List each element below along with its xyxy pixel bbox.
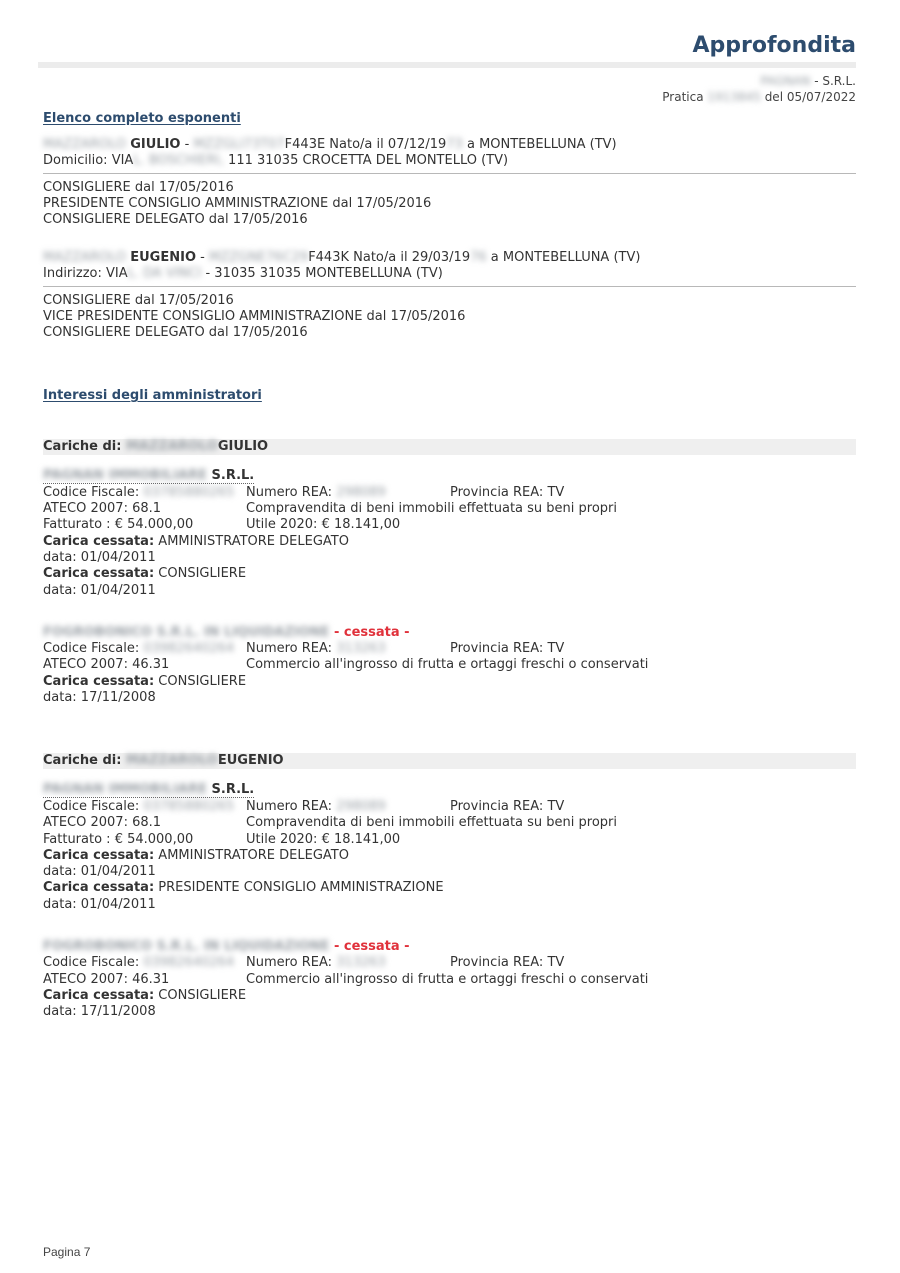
group-first-name: GIULIO xyxy=(217,439,269,454)
company-cf xyxy=(43,485,234,500)
redacted-birth-year: 73 xyxy=(446,137,463,152)
rea-label: Numero REA: xyxy=(246,955,333,970)
charge-role: AMMINISTRATORE DELEGATO xyxy=(158,848,349,863)
pratica-label: Pratica xyxy=(662,90,704,104)
divider xyxy=(43,286,856,287)
charge-label: Carica cessata: xyxy=(43,674,155,689)
company-profit: Utile 2020: € 18.141,00 xyxy=(246,832,401,847)
company-profit: Utile 2020: € 18.141,00 xyxy=(246,517,401,532)
charge-date: data: 01/04/2011 xyxy=(43,864,156,879)
charge-role: CONSIGLIERE xyxy=(158,674,247,689)
charge-line xyxy=(43,988,246,1003)
charge-label: Carica cessata: xyxy=(43,534,155,549)
company-province: Provincia REA: TV xyxy=(450,485,565,500)
person-address xyxy=(43,266,443,281)
charge-date: data: 17/11/2008 xyxy=(43,1004,156,1019)
redacted-company-name: PAGNAN IMMOBILIARE xyxy=(43,782,207,797)
person-header xyxy=(43,137,617,152)
redacted-pratica-number: 1913845 xyxy=(707,90,761,104)
company-ateco-desc: Commercio all'ingrosso di frutta e ortaggi freschi o conservati xyxy=(246,657,649,672)
dash: - xyxy=(200,250,205,265)
redacted-company-name: FOGROBONICO S.R.L. IN LIQUIDAZIONE xyxy=(43,939,330,954)
section-title-exponents: Elenco completo esponenti xyxy=(43,111,241,126)
company-name xyxy=(43,939,410,954)
person-role: CONSIGLIERE DELEGATO dal 17/05/2016 xyxy=(43,212,308,227)
pratica-line xyxy=(662,90,856,104)
divider xyxy=(43,173,856,174)
redacted-birth-year: 76 xyxy=(470,250,487,265)
company-rea xyxy=(246,799,386,814)
rea-label: Numero REA: xyxy=(246,485,333,500)
rea-label: Numero REA: xyxy=(246,641,333,656)
charge-line xyxy=(43,674,246,689)
group-label: Cariche di: xyxy=(43,753,122,768)
tax-code-suffix: F443E Nato/a il 07/12/19 xyxy=(284,137,447,152)
group-header xyxy=(43,753,284,768)
address-label: Domicilio: VIA xyxy=(43,153,134,168)
charge-line xyxy=(43,848,349,863)
ceased-badge: - cessata - xyxy=(333,625,410,640)
redacted-surname: MAZZAROLO xyxy=(125,439,218,454)
charge-label: Carica cessata: xyxy=(43,880,155,895)
redacted-company-name: PAGNAN IMMOBILIARE xyxy=(43,468,207,483)
charge-label: Carica cessata: xyxy=(43,848,155,863)
company-ateco-desc: Compravendita di beni immobili effettuata su beni propri xyxy=(246,815,617,830)
pratica-date: del 05/07/2022 xyxy=(764,90,856,104)
company-ateco-desc: Commercio all'ingrosso di frutta e ortaggi freschi o conservati xyxy=(246,972,649,987)
company-suffix: - S.R.L. xyxy=(814,74,856,88)
birth-place: a MONTEBELLUNA (TV) xyxy=(466,137,617,152)
redacted-tax-code: MZZGLI73T07 xyxy=(193,137,285,152)
company-province: Provincia REA: TV xyxy=(450,799,565,814)
dash: - xyxy=(184,137,190,152)
charge-date: data: 17/11/2008 xyxy=(43,690,156,705)
charge-label: Carica cessata: xyxy=(43,988,155,1003)
company-name xyxy=(43,625,410,640)
company-name-inner xyxy=(43,782,254,798)
company-province: Provincia REA: TV xyxy=(450,955,565,970)
company-ateco: ATECO 2007: 68.1 xyxy=(43,815,162,830)
company-cf xyxy=(43,799,234,814)
cf-label: Codice Fiscale: xyxy=(43,641,140,656)
company-ateco: ATECO 2007: 46.31 xyxy=(43,972,170,987)
company-rea xyxy=(246,641,386,656)
redacted-cf: 03982640264 xyxy=(143,955,235,970)
person-role: CONSIGLIERE dal 17/05/2016 xyxy=(43,293,234,308)
person-first-name: GIULIO xyxy=(130,137,181,152)
title-divider xyxy=(38,62,856,68)
redacted-rea: 298089 xyxy=(336,799,386,814)
redacted-address: L. BOSCHIERI, xyxy=(133,153,224,168)
page-title: Approfondita xyxy=(692,33,856,58)
charge-line xyxy=(43,880,444,895)
company-revenue: Fatturato : € 54.000,00 xyxy=(43,517,194,532)
charge-label: Carica cessata: xyxy=(43,566,155,581)
redacted-company-name: PAGNAN xyxy=(760,74,811,88)
redacted-surname: MAZZAROLO xyxy=(43,250,127,265)
company-rea xyxy=(246,485,386,500)
redacted-tax-code: MZZGNE76C29 xyxy=(208,250,309,265)
company-name xyxy=(43,782,254,797)
company-cf xyxy=(43,641,234,656)
redacted-cf: 03785880265 xyxy=(143,485,235,500)
rea-label: Numero REA: xyxy=(246,799,333,814)
charge-line xyxy=(43,534,349,549)
group-first-name: EUGENIO xyxy=(217,753,284,768)
company-suffix: S.R.L. xyxy=(211,782,255,797)
charge-date: data: 01/04/2011 xyxy=(43,583,156,598)
company-cf xyxy=(43,955,234,970)
charge-role: AMMINISTRATORE DELEGATO xyxy=(158,534,349,549)
redacted-address: L. DA VINCI xyxy=(127,266,202,281)
company-name-inner xyxy=(43,468,254,484)
person-header xyxy=(43,250,640,265)
group-label: Cariche di: xyxy=(43,439,122,454)
redacted-rea: 313263 xyxy=(336,641,386,656)
person-role: CONSIGLIERE dal 17/05/2016 xyxy=(43,180,234,195)
address-rest: - 31035 31035 MONTEBELLUNA (TV) xyxy=(205,266,443,281)
company-rea xyxy=(246,955,386,970)
company-ateco: ATECO 2007: 68.1 xyxy=(43,501,162,516)
company-revenue: Fatturato : € 54.000,00 xyxy=(43,832,194,847)
company-ateco: ATECO 2007: 46.31 xyxy=(43,657,170,672)
redacted-surname: MAZZAROLO xyxy=(43,137,127,152)
redacted-rea: 298089 xyxy=(336,485,386,500)
birth-place: a MONTEBELLUNA (TV) xyxy=(490,250,641,265)
company-province: Provincia REA: TV xyxy=(450,641,565,656)
cf-label: Codice Fiscale: xyxy=(43,485,140,500)
person-role: CONSIGLIERE DELEGATO dal 17/05/2016 xyxy=(43,325,308,340)
company-suffix: S.R.L. xyxy=(211,468,255,483)
redacted-cf: 03785880265 xyxy=(143,799,235,814)
cf-label: Codice Fiscale: xyxy=(43,955,140,970)
charge-date: data: 01/04/2011 xyxy=(43,550,156,565)
ceased-badge: - cessata - xyxy=(333,939,410,954)
tax-code-suffix: F443K Nato/a il 29/03/19 xyxy=(308,250,471,265)
charge-role: CONSIGLIERE xyxy=(158,988,247,1003)
person-role: PRESIDENTE CONSIGLIO AMMINISTRAZIONE dal 17/05/2016 xyxy=(43,196,432,211)
person-role: VICE PRESIDENTE CONSIGLIO AMMINISTRAZIONE dal 17/05/2016 xyxy=(43,309,466,324)
company-line xyxy=(760,74,856,88)
person-first-name: EUGENIO xyxy=(130,250,196,265)
company-name xyxy=(43,468,254,483)
redacted-rea: 313263 xyxy=(336,955,386,970)
address-rest: 111 31035 CROCETTA DEL MONTELLO (TV) xyxy=(228,153,509,168)
charge-role: CONSIGLIERE xyxy=(158,566,247,581)
group-header xyxy=(43,439,268,454)
person-address xyxy=(43,153,508,168)
charge-role: PRESIDENTE CONSIGLIO AMMINISTRAZIONE xyxy=(158,880,444,895)
section-title-interests: Interessi degli amministratori xyxy=(43,388,262,403)
charge-line xyxy=(43,566,246,581)
redacted-surname: MAZZAROLO xyxy=(125,753,218,768)
cf-label: Codice Fiscale: xyxy=(43,799,140,814)
address-label: Indirizzo: VIA xyxy=(43,266,128,281)
redacted-cf: 03982640264 xyxy=(143,641,235,656)
redacted-company-name: FOGROBONICO S.R.L. IN LIQUIDAZIONE xyxy=(43,625,330,640)
company-ateco-desc: Compravendita di beni immobili effettuata su beni propri xyxy=(246,501,617,516)
page-number: Pagina 7 xyxy=(43,1245,91,1259)
charge-date: data: 01/04/2011 xyxy=(43,897,156,912)
